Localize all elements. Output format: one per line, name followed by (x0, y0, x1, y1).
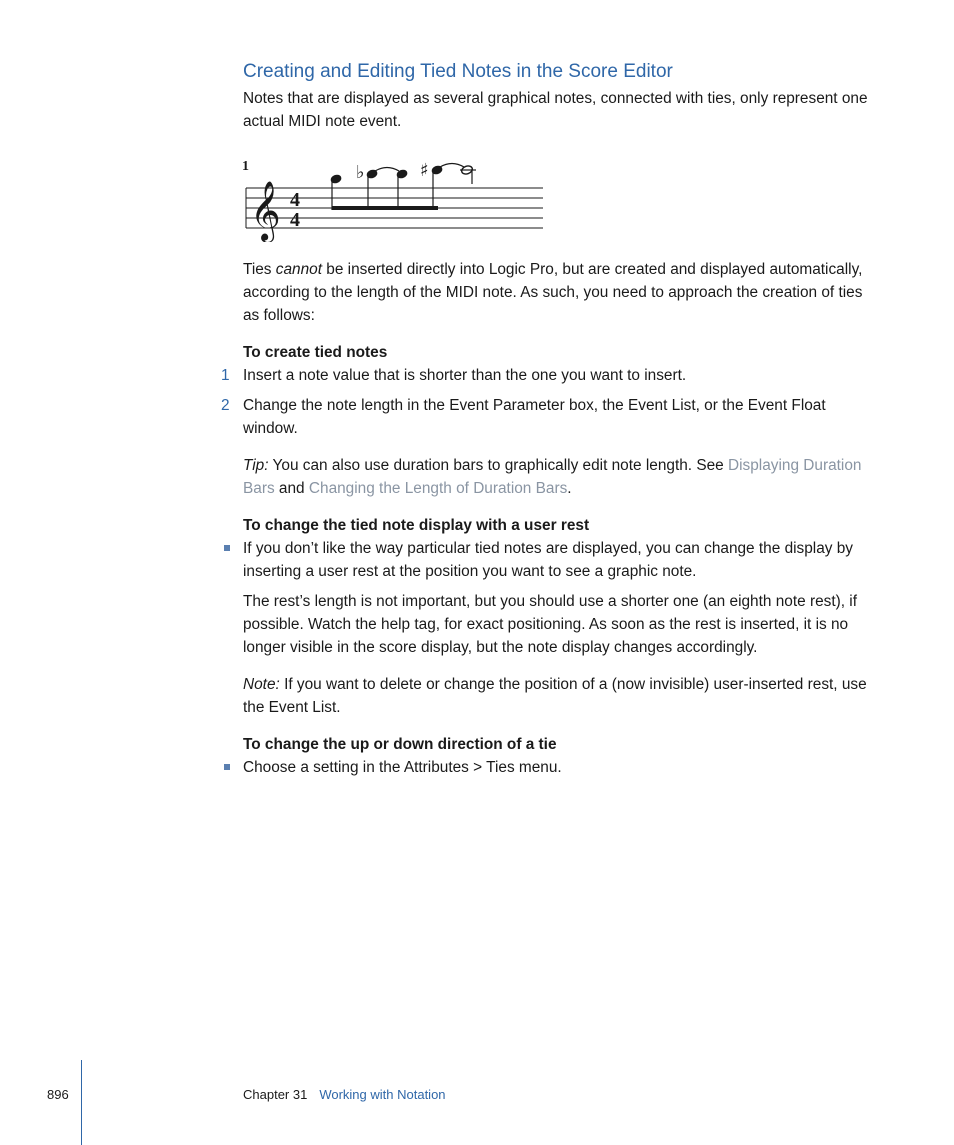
note-group (330, 164, 476, 211)
step-text: Insert a note value that is shorter than the one you want to insert. (243, 367, 687, 384)
treble-clef-icon: 𝄞 (250, 181, 281, 241)
step-text: Change the note length in the Event Parameter box, the Event List, or the Event Float window. (243, 397, 826, 437)
step-number: 2 (221, 397, 230, 414)
svg-text:4: 4 (290, 189, 300, 211)
user-rest-heading: To change the tied note display with a user rest (243, 517, 590, 534)
footer-divider (81, 1060, 82, 1145)
create-tied-heading: To create tied notes (243, 344, 388, 361)
footer-chapter: Chapter 31 Working with Notation (243, 1087, 446, 1102)
tie-direction-bullet: Choose a setting in the Attributes > Ties menu. (243, 759, 562, 776)
changing-duration-bars-link[interactable]: Changing the Length of Duration Bars (308, 480, 568, 497)
note-paragraph: Note: If you want to delete or change the position of a (now invisible) user-inserted rest, use the Event List. (243, 676, 867, 716)
score-notation-figure (240, 150, 550, 242)
bullet-icon (224, 764, 230, 770)
step-number: 1 (221, 367, 230, 384)
rest-length-paragraph: The rest’s length is not important, but you should use a shorter one (an eighth note rest), if possible. Watch the help tag, for exact positioning. As soon as the rest is inserted, it is no longer visible in the score display, but the note display changes accordingly. (243, 593, 857, 656)
bullet-icon (224, 545, 230, 551)
page-number: 896 (47, 1087, 69, 1102)
time-signature (290, 189, 300, 231)
chapter-title-link[interactable]: Working with Notation (319, 1087, 446, 1102)
measure-number: 1 (242, 159, 249, 174)
intro-paragraph: Notes that are displayed as several graphical notes, connected with ties, only represent one actual MIDI note event. (243, 90, 868, 130)
ties-paragraph: Ties cannot be inserted directly into Logic Pro, but are created and displayed automatically, according to the length of the MIDI note. As such, you need to approach the creation of ties as follows: (243, 261, 863, 324)
tip-paragraph: Tip: You can also use duration bars to graphically edit note length. See Displaying Duration Bars and Changing the Length of Duration Bars. (243, 457, 862, 497)
user-rest-bullet: If you don’t like the way particular tied notes are displayed, you can change the display by inserting a user rest at the position you want to see a graphic note. (243, 540, 854, 580)
section-title: Creating and Editing Tied Notes in the Score Editor (243, 61, 673, 82)
sharp-accidental-icon: ♯ (420, 160, 429, 181)
svg-text:4: 4 (290, 209, 300, 231)
displaying-duration-bars-link[interactable]: Displaying Duration Bars (243, 457, 862, 497)
flat-accidental-icon: ♭ (356, 162, 365, 183)
tie-direction-heading: To change the up or down direction of a tie (243, 736, 557, 753)
